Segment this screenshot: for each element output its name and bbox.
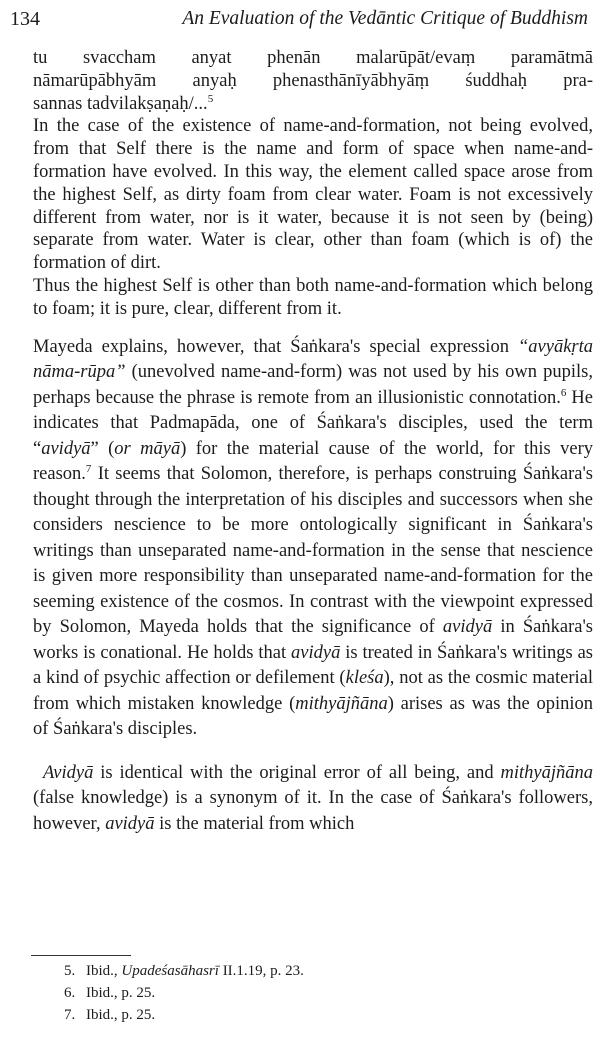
text-run: He indicates that Padmapāda, one of Śaṅkara's disciples, used the term “: [33, 387, 593, 459]
text-run: is identical with the original error of all being, and: [93, 762, 501, 783]
footnote-number: 7.: [64, 1007, 76, 1023]
italic-term: kleśa: [345, 668, 384, 689]
footnote-text: Ibid.,: [86, 963, 122, 979]
footnote-ref-6: 6: [560, 386, 567, 399]
running-title: An Evaluation of the Vedāntic Critique of Buddhism: [182, 8, 588, 29]
italic-term: avidyā: [105, 813, 155, 834]
text-run: is the material from which: [154, 813, 355, 834]
italic-term: Avidyā: [43, 762, 94, 783]
text-run: is treated in Śaṅkara's writings as a kind of psychic affection or defilement (: [33, 642, 593, 689]
quote-translation-1: In the case of the existence of name-and-formation, not being evolved, from that Self there is the name and form of space when name-and-formation have evolved. In this way, the element called space arose from the highest Self, as dirty foam from clear water. Foam is not excessively different from water, nor is it water, because it is not seen by (being) separate from water. Water is clear, other than foam (which is of) the formation of dirt.: [33, 116, 593, 274]
footnote-ref-5: 5: [207, 92, 214, 105]
footnote-text: II.1.19, p. 23.: [218, 963, 304, 979]
page-body: [33, 47, 593, 837]
footnote-ref-7: 7: [85, 462, 92, 475]
footnotes: [64, 960, 304, 1026]
italic-term: avidyā: [442, 617, 493, 638]
sanskrit-line-3: [33, 93, 593, 116]
text-run: ), not as the cosmic material from which mistaken knowledge (: [33, 668, 593, 714]
footnote-number: 5.: [64, 963, 76, 979]
italic-term: avidyā: [291, 642, 341, 663]
footnote-number: 6.: [64, 985, 76, 1001]
italic-term: mithyājñāna: [500, 762, 593, 783]
quote-translation-2: Thus the highest Self is other than both name-and-formation which belong to foam; it is pure, clear, different from it.: [33, 275, 593, 319]
text-run: It seems that Solomon, therefore, is perhaps construing Śaṅkara's thought through the interpretation of his disciples and successors when she considers nescience to be more ontologically significant in Śaṅkara's writings than unseparated name-and-formation in the sense that nescience is given more responsibility than unseparated name-and-formation for the seeming existence of the cosmos. In contrast with the viewpoint expressed by Solomon, Mayeda holds that the significance of: [33, 464, 593, 638]
text-run: in Śaṅkara's works is conational. He holds that: [33, 617, 593, 663]
footnote-5: [64, 960, 304, 982]
sanskrit-line-1: tu svaccham anyat phenān malarūpāt/evaṃ paramātmā: [33, 48, 593, 68]
paragraph-avidya: [33, 761, 593, 838]
italic-term: “avyākṛta nāma-rūpa”: [33, 336, 593, 383]
paragraph-mayeda: [33, 335, 593, 743]
sanskrit-line-2: nāmarūpābhyām anyaḥ phenasthānīyābhyāṃ śuddhaḥ pra-: [33, 70, 593, 91]
running-header: [10, 4, 590, 34]
italic-term: mithyājñāna: [295, 693, 388, 714]
footnote-title: Upadeśasāhasrī: [121, 963, 219, 979]
italic-term: avidyā: [41, 438, 91, 459]
footnote-6: [64, 982, 304, 1004]
footnote-text: Ibid., p. 25.: [86, 985, 156, 1001]
text-run: (unevolved name-and-form) was not used by his own pupils, perhaps because the phrase is remote from an illusionistic connotation.: [33, 362, 593, 408]
sanskrit-line-3-text: sannas tadvilakṣaṇaḥ/...: [33, 93, 208, 114]
text-run: ) for the material cause of the world, for this very reason.: [33, 438, 593, 485]
text-run: (false knowledge) is a synonym of it. In the case of Śaṅkara's followers, however,: [33, 788, 593, 834]
text-run: ” (: [90, 438, 115, 459]
footnote-text: Ibid., p. 25.: [86, 1007, 156, 1023]
text-run: ) arises as was the opinion of Śaṅkara's disciples.: [33, 693, 593, 740]
page-number: 134: [10, 8, 40, 30]
block-quote: [33, 47, 593, 321]
footnote-rule: [31, 955, 131, 956]
italic-term: or māyā: [114, 438, 181, 459]
text-run: Mayeda explains, however, that Śaṅkara's special expression: [33, 336, 518, 357]
footnote-7: [64, 1004, 304, 1026]
